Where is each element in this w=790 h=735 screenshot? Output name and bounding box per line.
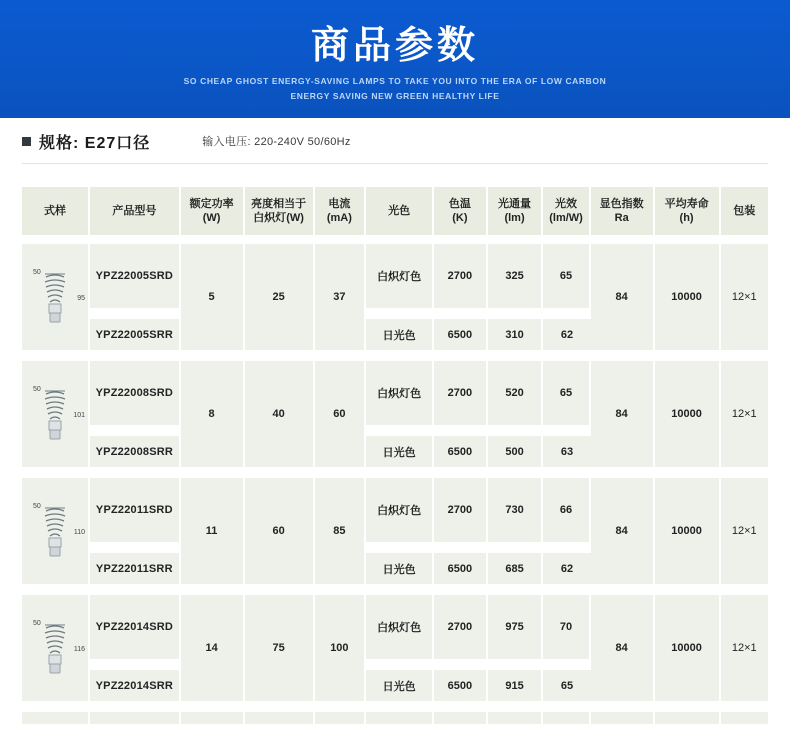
header-line-2: (W) (202, 212, 221, 224)
header-line-2: (K) (452, 212, 468, 224)
header-line-2: (lm) (504, 212, 525, 224)
spec-label: 规格: E27口径 (39, 134, 151, 152)
table-row (22, 244, 768, 310)
bulb-illustration (23, 384, 87, 444)
cell-model-alt: YPZ22008SRR (90, 436, 181, 469)
cell-partial (366, 712, 434, 726)
cell-color-temperature: 2700 (434, 244, 488, 310)
cell-light-color: 白炽灯色 (366, 244, 434, 310)
cell-brightness: 40 (245, 361, 315, 469)
cell-partial (315, 712, 367, 726)
cell-efficacy-alt: 63 (543, 436, 590, 469)
table-header-row (22, 187, 768, 235)
cell-model-alt: YPZ22011SRR (90, 553, 181, 586)
header-line-1: 亮度相当于 (251, 198, 307, 210)
header-line-2: 白炽灯(W) (253, 212, 304, 224)
column-header-current (315, 187, 367, 235)
table-row (22, 595, 768, 661)
cell-light-color: 白炽灯色 (366, 478, 434, 544)
cell-luminous-flux-alt: 685 (488, 553, 544, 586)
cell-lifespan: 10000 (655, 361, 721, 469)
cell-current: 85 (315, 478, 367, 586)
cell-partial (488, 712, 544, 726)
header-line-1: 包装 (733, 205, 756, 217)
cell-luminous-flux-alt: 915 (488, 670, 544, 703)
cell-cri: 84 (591, 595, 655, 703)
bulb-height-dimension: 101 (73, 412, 85, 419)
cell-efficacy: 66 (543, 478, 590, 544)
header-line-2: (mA) (326, 212, 352, 224)
voltage-label: 输入电压: 220-240V 50/60Hz (202, 136, 351, 148)
banner-subtitle-line1: SO CHEAP GHOST ENERGY-SAVING LAMPS TO TAKE YOU INTO THE ERA OF LOW CARBON (183, 76, 607, 86)
table-header (22, 187, 768, 235)
cell-power: 5 (181, 244, 245, 352)
cell-packaging: 12×1 (721, 478, 768, 586)
column-header-color-temperature (434, 187, 488, 235)
table-row (22, 478, 768, 544)
column-header-cri (591, 187, 655, 235)
cell-color-temperature-alt: 6500 (434, 436, 488, 469)
cell-model-alt: YPZ22014SRR (90, 670, 181, 703)
column-header-efficacy (543, 187, 590, 235)
bulb-height-dimension: 95 (77, 295, 85, 302)
cell-brightness: 60 (245, 478, 315, 586)
parameters-table (22, 178, 768, 735)
bulb-illustration (23, 618, 87, 678)
cell-model: YPZ22014SRD (90, 595, 181, 661)
cell-light-color-alt: 日光色 (366, 670, 434, 703)
cell-lifespan: 10000 (655, 244, 721, 352)
bulb-width-dimension: 50 (33, 620, 41, 627)
cell-color-temperature: 2700 (434, 361, 488, 427)
header-line-1: 额定功率 (189, 198, 234, 210)
cell-efficacy: 65 (543, 244, 590, 310)
cell-luminous-flux: 975 (488, 595, 544, 661)
cell-luminous-flux: 325 (488, 244, 544, 310)
cell-color-temperature: 2700 (434, 595, 488, 661)
cell-cri: 84 (591, 478, 655, 586)
cell-light-color-alt: 日光色 (366, 436, 434, 469)
column-header-model (90, 187, 181, 235)
bulb-image-cell-partial (22, 712, 90, 726)
cell-efficacy-alt: 65 (543, 670, 590, 703)
header-line-1: 产品型号 (112, 205, 157, 217)
cell-partial (434, 712, 488, 726)
cell-luminous-flux: 730 (488, 478, 544, 544)
header-line-1: 电流 (328, 198, 351, 210)
table-body (22, 244, 768, 726)
header-line-1: 显色指数 (599, 198, 644, 210)
header-line-2: Ra (614, 212, 629, 224)
header-line-1: 光效 (555, 198, 578, 210)
column-header-luminous-flux (488, 187, 544, 235)
header-line-1: 色温 (448, 198, 471, 210)
bulb-image-cell (22, 595, 90, 703)
column-header-lifespan (655, 187, 721, 235)
column-header-power (181, 187, 245, 235)
bulb-illustration (23, 501, 87, 561)
cell-power: 11 (181, 478, 245, 586)
cell-partial (543, 712, 590, 726)
cell-efficacy-alt: 62 (543, 319, 590, 352)
cell-model: YPZ22005SRD (90, 244, 181, 310)
cell-packaging: 12×1 (721, 244, 768, 352)
cell-partial (181, 712, 245, 726)
cell-power: 14 (181, 595, 245, 703)
header-line-1: 光通量 (498, 198, 532, 210)
cell-lifespan: 10000 (655, 478, 721, 586)
cell-efficacy: 65 (543, 361, 590, 427)
cell-current: 60 (315, 361, 367, 469)
cell-color-temperature-alt: 6500 (434, 553, 488, 586)
cell-partial (655, 712, 721, 726)
cell-lifespan: 10000 (655, 595, 721, 703)
header-line-2: (h) (679, 212, 694, 224)
cell-brightness: 75 (245, 595, 315, 703)
cell-color-temperature-alt: 6500 (434, 319, 488, 352)
header-line-1: 光色 (388, 205, 411, 217)
square-marker-icon (22, 137, 31, 146)
cell-partial (721, 712, 768, 726)
cell-color-temperature: 2700 (434, 478, 488, 544)
column-header-light-color (366, 187, 434, 235)
cell-partial (90, 712, 181, 726)
cell-partial (591, 712, 655, 726)
bulb-height-dimension: 116 (73, 646, 85, 653)
page-title: 商品参数 (310, 23, 479, 67)
column-header-brightness (245, 187, 315, 235)
cell-cri: 84 (591, 361, 655, 469)
header-line-2: (lm/W) (549, 212, 583, 224)
header-line-1: 式样 (44, 205, 66, 217)
bulb-height-dimension: 110 (73, 529, 85, 536)
parameters-table-wrap (0, 164, 790, 735)
table-row (22, 361, 768, 427)
cell-color-temperature-alt: 6500 (434, 670, 488, 703)
bulb-image-cell (22, 478, 90, 586)
cell-cri: 84 (591, 244, 655, 352)
cell-brightness: 25 (245, 244, 315, 352)
cell-current: 37 (315, 244, 367, 352)
cell-light-color-alt: 日光色 (366, 319, 434, 352)
spec-bar (0, 118, 790, 164)
header-line-1: 平均寿命 (664, 198, 709, 210)
cell-packaging: 12×1 (721, 595, 768, 703)
cell-luminous-flux-alt: 310 (488, 319, 544, 352)
banner-subtitle-line2: ENERGY SAVING NEW GREEN HEALTHY LIFE (290, 91, 500, 101)
cell-efficacy: 70 (543, 595, 590, 661)
cell-current: 100 (315, 595, 367, 703)
bulb-image-cell (22, 361, 90, 469)
cell-light-color: 白炽灯色 (366, 595, 434, 661)
bulb-illustration (23, 267, 87, 327)
cell-luminous-flux-alt: 500 (488, 436, 544, 469)
table-row-partial (22, 712, 768, 726)
cell-efficacy-alt: 62 (543, 553, 590, 586)
cell-light-color-alt: 日光色 (366, 553, 434, 586)
bulb-width-dimension: 50 (33, 269, 41, 276)
bulb-width-dimension: 50 (33, 386, 41, 393)
column-header-packaging (721, 187, 768, 235)
cell-model: YPZ22008SRD (90, 361, 181, 427)
cell-model-alt: YPZ22005SRR (90, 319, 181, 352)
cell-model: YPZ22011SRD (90, 478, 181, 544)
bulb-image-cell (22, 244, 90, 352)
bulb-width-dimension: 50 (33, 503, 41, 510)
page-banner (0, 0, 790, 118)
cell-light-color: 白炽灯色 (366, 361, 434, 427)
cell-partial (245, 712, 315, 726)
cell-power: 8 (181, 361, 245, 469)
column-header-style (22, 187, 90, 235)
cell-luminous-flux: 520 (488, 361, 544, 427)
cell-packaging: 12×1 (721, 361, 768, 469)
